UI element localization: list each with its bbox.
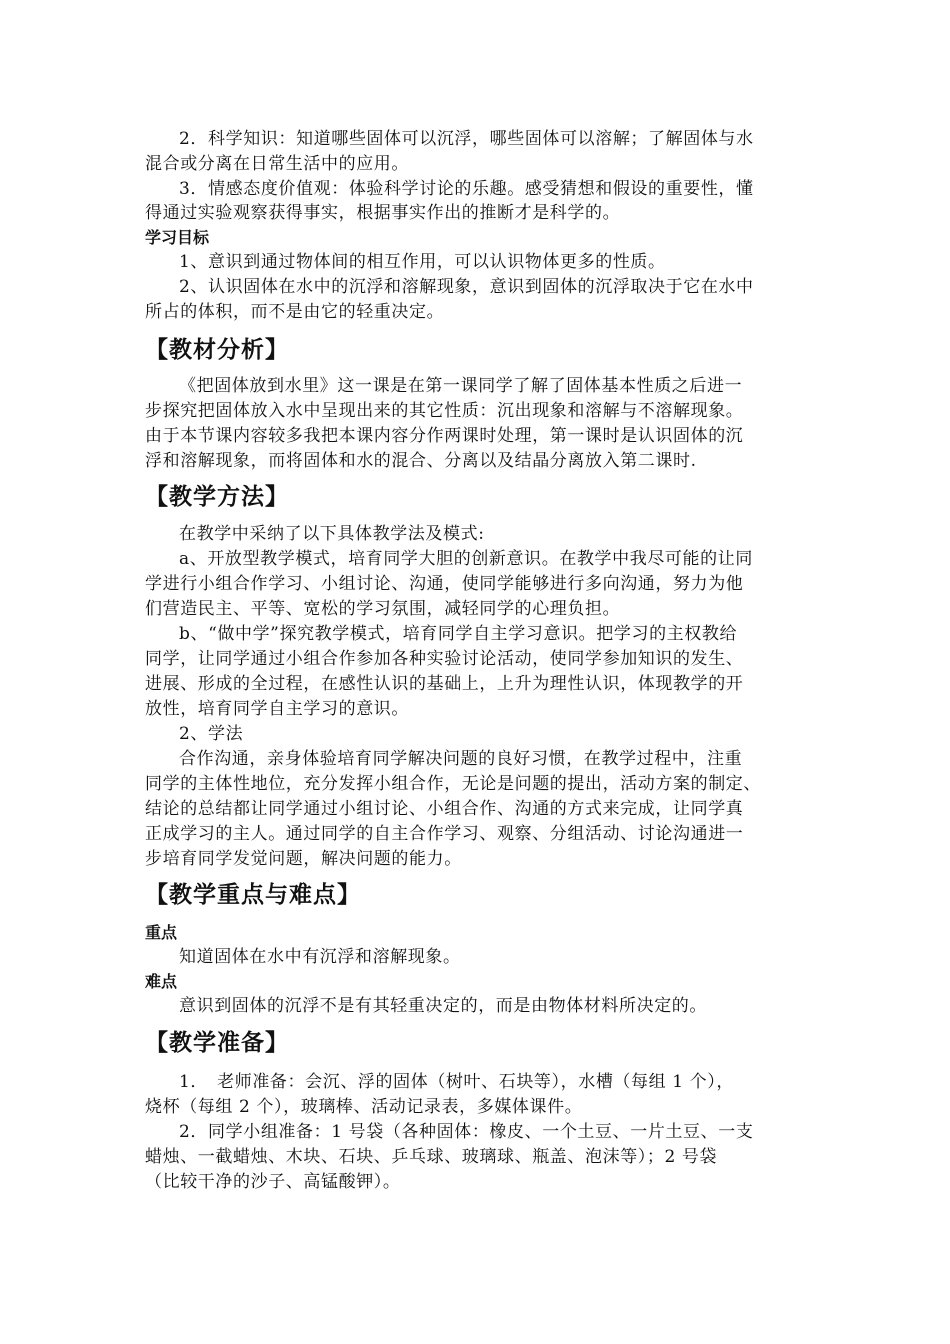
study-method-title: 2、学法: [179, 724, 244, 744]
methods-intro: 在教学中采纳了以下具体教学法及模式:: [179, 524, 485, 544]
difficult-point-text: 意识到固体的沉浮不是有其轻重决定的，而是由物体材料所决定的。: [179, 996, 707, 1016]
learning-goal-2-line-2: 所占的体积，而不是由它的轻重决定。: [145, 302, 445, 322]
method-a-line-2: 学进行小组合作学习、小组讨论、沟通，使同学能够进行多向沟通，努力为他: [145, 574, 744, 594]
analysis-line-3: 由于本节课内容较多我把本课内容分作两课时处理，第一课时是认识固体的沉: [145, 426, 744, 446]
analysis-line-1: 《把固体放到水里》这一课是在第一课同学了解了固体基本性质之后进一: [179, 376, 743, 396]
study-method-line-4: 正成学习的主人。通过同学的自主合作学习、观察、分组活动、讨论沟通进一: [145, 824, 744, 844]
goal-item-2-line-2: 混合或分离在日常生活中的应用。: [145, 154, 409, 174]
study-method-line-5: 步培育同学发觉问题，解决问题的能力。: [145, 849, 462, 869]
method-b-line-3: 进展、形成的全过程，在感性认识的基础上，上升为理性认识，体现教学的开: [145, 674, 744, 694]
study-method-line-3: 结论的总结都让同学通过小组讨论、小组合作、沟通的方式来完成，让同学真: [145, 799, 744, 819]
section-heading-methods: 【教学方法】: [145, 484, 289, 510]
learning-goal-1: 1、意识到通过物体间的相互作用，可以认识物体更多的性质。: [179, 252, 666, 272]
method-a-line-3: 们营造民主、平等、宽松的学习氛围，减轻同学的心理负担。: [145, 599, 621, 619]
method-b-line-1: b、“做中学”探究教学模式，培育同学自主学习意识。把学习的主权教给: [179, 624, 738, 644]
analysis-line-4: 浮和溶解现象，而将固体和水的混合、分离以及结晶分离放入第二课时.: [145, 451, 697, 471]
section-heading-preparation: 【教学准备】: [145, 1030, 289, 1056]
study-method-line-2: 同学的主体性地位，充分发挥小组合作，无论是问题的提出，活动方案的制定、: [145, 774, 761, 794]
section-heading-analysis: 【教材分析】: [145, 337, 289, 363]
learning-goal-2-line-1: 2、认识固体在水中的沉浮和溶解现象，意识到固体的沉浮取决于它在水中: [179, 277, 754, 297]
method-b-line-2: 同学，让同学通过小组合作参加各种实验讨论活动，使同学参加知识的发生、: [145, 649, 744, 669]
key-point-text: 知道固体在水中有沉浮和溶解现象。: [179, 947, 461, 967]
learning-goals-heading: 学习目标: [145, 228, 210, 247]
study-method-line-1: 合作沟通，亲身体验培育同学解决问题的良好习惯，在教学过程中，注重: [179, 749, 743, 769]
goal-item-3-line-2: 得通过实验观察获得事实，根据事实作出的推断才是科学的。: [145, 203, 621, 223]
method-a-line-1: a、开放型教学模式，培育同学大胆的创新意识。在教学中我尽可能的让同: [179, 549, 753, 569]
teacher-prep-line-1: 1． 老师准备：会沉、浮的固体（树叶、石块等），水槽（每组 1 个），: [179, 1072, 734, 1092]
goal-item-3-line-1: 3．情感态度价值观：体验科学讨论的乐趣。感受猜想和假设的重要性，懂: [179, 179, 754, 199]
analysis-line-2: 步探究把固体放入水中呈现出来的其它性质：沉出现象和溶解与不溶解现象。: [145, 401, 744, 421]
student-prep-line-1: 2．同学小组准备：1 号袋（各种固体：橡皮、一个土豆、一片土豆、一支: [179, 1122, 754, 1142]
key-point-label: 重点: [145, 923, 178, 942]
difficult-point-label: 难点: [145, 972, 178, 991]
section-heading-key-points: 【教学重点与难点】: [145, 882, 361, 908]
goal-item-2-line-1: 2．科学知识：知道哪些固体可以沉浮，哪些固体可以溶解；了解固体与水: [179, 129, 754, 149]
student-prep-line-2: 蜡烛、一截蜡烛、木块、石块、乒乓球、玻璃球、瓶盖、泡沫等）；2 号袋: [145, 1147, 718, 1167]
method-b-line-4: 放性，培育同学自主学习的意识。: [145, 699, 409, 719]
teacher-prep-line-2: 烧杯（每组 2 个），玻璃棒、活动记录表，多媒体课件。: [145, 1097, 583, 1117]
student-prep-line-3: （比较干净的沙子、高锰酸钾）。: [145, 1172, 401, 1192]
